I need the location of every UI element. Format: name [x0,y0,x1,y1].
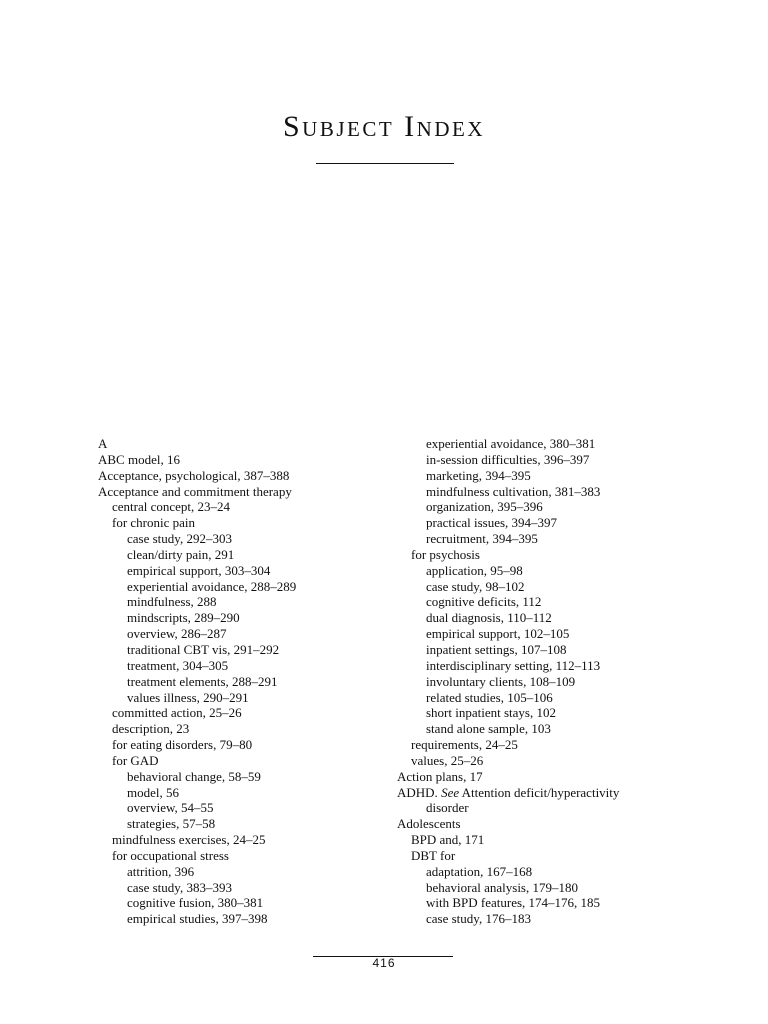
index-entry-text: Acceptance, psychological, 387–388 [98,467,290,483]
index-entry-text: Adolescents [397,816,461,832]
index-entry-text: empirical studies, 397–398 [127,911,268,927]
index-entry-text: dual diagnosis, 110–112 [426,610,552,626]
index-entry-text: for chronic pain [112,515,196,531]
index-entry-text: involuntary clients, 108–109 [426,673,576,689]
index-entry [98,674,398,690]
index-entry-text: practical issues, 394–397 [426,515,558,531]
index-entry-text: ADHD. [397,784,442,800]
index-entry [98,642,398,658]
index-entry-text: clean/dirty pain, 291 [127,546,235,562]
index-entry-text: mindscripts, 289–290 [127,610,240,626]
index-entry [397,468,697,484]
index-entry [98,468,398,484]
index-entry [98,721,398,737]
title-rule [316,163,454,164]
see-reference: See [441,784,460,800]
index-entry [397,594,697,610]
index-entry [397,547,697,563]
index-entry [397,674,697,690]
index-entry [397,769,697,785]
index-entry-text: case study, 292–303 [127,531,232,547]
index-entry [397,753,697,769]
index-entry [397,705,697,721]
index-entry-text: organization, 395–396 [426,499,543,515]
index-entry [98,864,398,880]
index-entry [397,531,697,547]
index-entry [397,832,697,848]
index-entry [397,515,697,531]
index-entry [98,610,398,626]
index-entry-text: committed action, 25–26 [112,705,242,721]
index-entry-text: recruitment, 394–395 [426,531,538,547]
index-entry-text: values, 25–26 [411,752,484,768]
index-entry-text: mindfulness, 288 [127,594,217,610]
index-entry [98,452,398,468]
index-entry [397,579,697,595]
index-entry-text: requirements, 24–25 [411,737,518,753]
index-entry [397,690,697,706]
index-entry [98,705,398,721]
index-entry [98,690,398,706]
index-entry [397,880,697,896]
index-entry-text: case study, 98–102 [426,578,525,594]
index-entry-text: with BPD features, 174–176, 185 [426,895,601,911]
index-entry [98,499,398,515]
index-entry-text: ABC model, 16 [98,451,180,467]
index-entry [397,484,697,500]
index-entry [98,832,398,848]
index-entry [397,452,697,468]
index-entry-text: for GAD [112,752,159,768]
index-entry-text: related studies, 105–106 [426,689,553,705]
index-entry-text: inpatient settings, 107–108 [426,641,567,657]
index-entry [98,737,398,753]
index-entry [98,911,398,927]
index-entry-text: strategies, 57–58 [127,816,216,832]
index-entry [98,563,398,579]
index-entry-text: Acceptance and commitment therapy [98,483,292,499]
index-entry [397,610,697,626]
index-entry [98,515,398,531]
index-entry [98,753,398,769]
index-entry-text: cognitive fusion, 380–381 [127,895,264,911]
see-reference-target: Attention deficit/hyperactivity [459,784,620,800]
page-title: Subject Index [282,110,485,143]
index-entry-text: description, 23 [112,721,190,737]
index-entry [98,626,398,642]
index-entry [397,563,697,579]
index-entry-text: empirical support, 102–105 [426,626,570,642]
index-entry-text: mindfulness exercises, 24–25 [112,832,266,848]
index-entry-text: experiential avoidance, 380–381 [426,436,596,451]
index-entry-text: application, 95–98 [426,562,523,578]
index-column-right [397,436,697,927]
index-entry-text: case study, 176–183 [426,911,531,927]
index-entry-text: treatment elements, 288–291 [127,673,278,689]
index-entry [397,642,697,658]
index-entry [98,658,398,674]
index-column-left [98,436,398,927]
index-entry [397,626,697,642]
index-entry [98,800,398,816]
index-entry-text: treatment, 304–305 [127,657,229,673]
index-entry-text: disorder [426,800,469,816]
index-entry-text: mindfulness cultivation, 381–383 [426,483,601,499]
index-entry [98,848,398,864]
index-entry [98,785,398,801]
index-entry [98,579,398,595]
index-entry-text: behavioral analysis, 179–180 [426,879,578,895]
index-entry [397,737,697,753]
index-entry-text: interdisciplinary setting, 112–113 [426,657,601,673]
index-entry [98,816,398,832]
page-number: 416 [372,956,396,970]
index-entry-text: short inpatient stays, 102 [426,705,556,721]
index-entry [397,816,697,832]
index-entry [98,436,398,452]
index-entry-text: Action plans, 17 [397,768,483,784]
index-entry [397,864,697,880]
index-entry-text: for occupational stress [112,847,229,863]
index-entry [98,547,398,563]
index-entry [98,880,398,896]
index-entry-text: overview, 54–55 [127,800,214,816]
index-entry-text: case study, 383–393 [127,879,232,895]
index-entry-text: cognitive deficits, 112 [426,594,542,610]
index-entry-text: BPD and, 171 [411,832,485,848]
index-entry [397,848,697,864]
index-entry [397,658,697,674]
index-entry-text: empirical support, 303–304 [127,562,271,578]
index-entry [98,531,398,547]
index-entry [98,769,398,785]
index-entry-text: attrition, 396 [127,863,195,879]
index-entry [98,594,398,610]
index-entry-text: traditional CBT vis, 291–292 [127,641,280,657]
index-entry [397,911,697,927]
index-entry-text: DBT for [411,847,456,863]
index-entry-text: in-session difficulties, 396–397 [426,451,590,467]
index-entry-text: values illness, 290–291 [127,689,249,705]
index-entry-text: for psychosis [411,546,480,562]
index-entry-text: A [98,436,108,451]
index-entry [397,499,697,515]
index-entry-text: adaptation, 167–168 [426,863,533,879]
index-entry [98,895,398,911]
index-entry [397,800,697,816]
index-entry-text: stand alone sample, 103 [426,721,551,737]
index-entry [397,721,697,737]
index-entry-text: behavioral change, 58–59 [127,768,261,784]
index-entry-text: central concept, 23–24 [112,499,231,515]
index-entry-text: experiential avoidance, 288–289 [127,578,297,594]
index-entry [397,785,697,801]
index-entry [98,484,398,500]
index-entry [397,895,697,911]
index-entry [397,436,697,452]
index-entry-text: overview, 286–287 [127,626,227,642]
index-entry-text: marketing, 394–395 [426,467,531,483]
index-entry-text: for eating disorders, 79–80 [112,737,253,753]
index-entry-text: model, 56 [127,784,179,800]
